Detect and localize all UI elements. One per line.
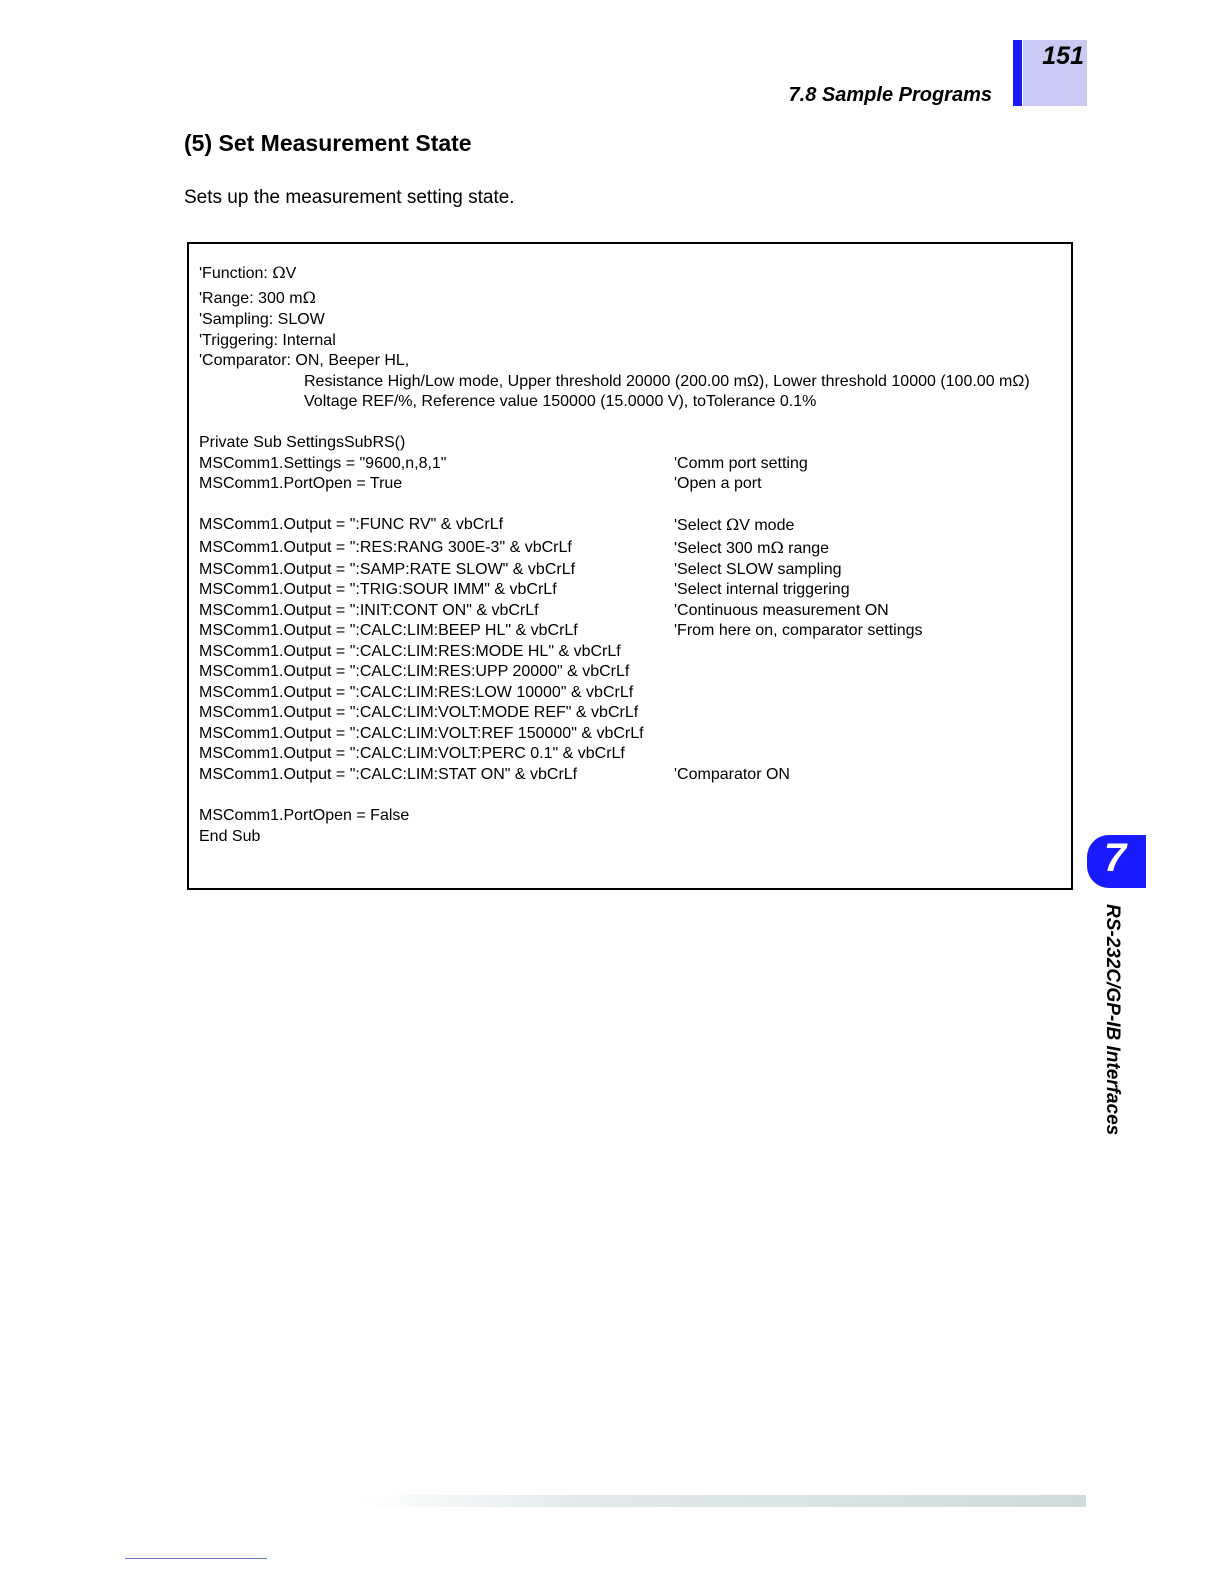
output-comment: 'Select ΩV mode [674, 515, 795, 534]
output-line: MSComm1.Output = ":CALC:LIM:RES:MODE HL" & vbCrLf [199, 643, 621, 660]
chapter-label: RS-232C/GP-IB Interfaces [1102, 904, 1123, 1136]
section-heading: 7.8 Sample Programs [788, 84, 992, 106]
output-line: MSComm1.Output = ":CALC:LIM:VOLT:REF 150000" & vbCrLf [199, 725, 644, 742]
intro-text: Sets up the measurement setting state. [184, 187, 515, 208]
output-line: MSComm1.Output = ":CALC:LIM:BEEP HL" & vbCrLf [199, 622, 578, 639]
page-title: (5) Set Measurement State [184, 130, 472, 156]
output-line: MSComm1.Output = ":CALC:LIM:VOLT:MODE REF" & vbCrLf [199, 704, 639, 721]
comment-function: 'Function: ΩV [199, 263, 297, 282]
output-comment: 'Select 300 mΩ range [674, 538, 830, 557]
comment-triggering: 'Triggering: Internal [199, 332, 336, 349]
page-number: 151 [1042, 42, 1084, 70]
comment-comparator: 'Comparator: ON, Beeper HL, [199, 352, 410, 369]
output-line: MSComm1.Output = ":SAMP:RATE SLOW" & vbCrLf [199, 561, 576, 578]
port-open-comment: 'Open a port [674, 475, 762, 492]
port-open-line: MSComm1.PortOpen = True [199, 475, 403, 492]
code-listing [187, 242, 1073, 890]
footer-rule [125, 1558, 267, 1559]
comment-sampling: 'Sampling: SLOW [199, 311, 325, 328]
output-line: MSComm1.Output = ":CALC:LIM:STAT ON" & vbCrLf [199, 766, 578, 783]
footer-band [360, 1495, 1086, 1507]
output-line: MSComm1.Output = ":TRIG:SOUR IMM" & vbCrLf [199, 581, 557, 598]
output-comment: 'Select SLOW sampling [674, 561, 842, 578]
output-line: MSComm1.Output = ":INIT:CONT ON" & vbCrLf [199, 602, 539, 619]
comment-range: 'Range: 300 mΩ [199, 288, 316, 307]
output-comment: 'Select internal triggering [674, 581, 850, 598]
output-line: MSComm1.Output = ":CALC:LIM:RES:LOW 10000" & vbCrLf [199, 684, 634, 701]
output-line: MSComm1.Output = ":CALC:LIM:VOLT:PERC 0.1" & vbCrLf [199, 745, 625, 762]
output-comment: 'From here on, comparator settings [674, 622, 923, 639]
settings-line: MSComm1.Settings = "9600,n,8,1" [199, 455, 447, 472]
output-comment: 'Continuous measurement ON [674, 602, 889, 619]
output-line: MSComm1.Output = ":CALC:LIM:RES:UPP 20000" & vbCrLf [199, 663, 630, 680]
output-line: MSComm1.Output = ":FUNC RV" & vbCrLf [199, 516, 504, 533]
output-line: MSComm1.Output = ":RES:RANG 300E-3" & vbCrLf [199, 539, 572, 556]
comment-voltage: Voltage REF/%, Reference value 150000 (15.0000 V), toTolerance 0.1% [304, 393, 817, 410]
chapter-number: 7 [1103, 836, 1127, 880]
output-comment: 'Comparator ON [674, 766, 790, 783]
sub-close: End Sub [199, 828, 261, 845]
settings-comment: 'Comm port setting [674, 455, 808, 472]
comment-resistance: Resistance High/Low mode, Upper threshold 20000 (200.00 mΩ), Lower threshold 10000 (100.00 mΩ) [304, 373, 1030, 390]
sub-open: Private Sub SettingsSubRS() [199, 434, 406, 451]
port-close-line: MSComm1.PortOpen = False [199, 807, 410, 824]
